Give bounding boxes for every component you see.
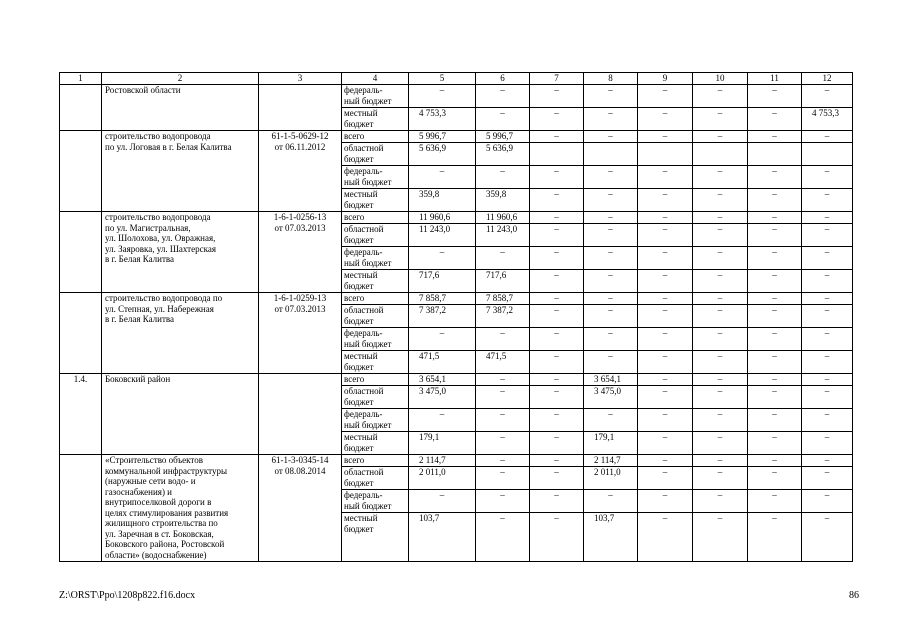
amount-cell: – bbox=[802, 467, 853, 490]
amount-cell bbox=[584, 143, 638, 166]
item-number bbox=[60, 131, 102, 212]
amount-cell: – bbox=[638, 490, 693, 513]
amount-cell: – bbox=[693, 293, 748, 305]
item-number: 1.4. bbox=[60, 374, 102, 455]
funding-source: федераль- ный бюджет bbox=[342, 328, 409, 351]
amount-cell: 3 475,0 bbox=[584, 386, 638, 409]
expertise-code bbox=[259, 85, 342, 131]
amount-cell: – bbox=[802, 166, 853, 189]
amount-cell: – bbox=[530, 386, 584, 409]
amount-cell: – bbox=[409, 247, 476, 270]
amount-cell: 11 960,6 bbox=[476, 212, 530, 224]
amount-cell: – bbox=[748, 293, 802, 305]
amount-cell: – bbox=[748, 270, 802, 293]
amount-cell: – bbox=[802, 432, 853, 455]
amount-cell: 3 475,0 bbox=[409, 386, 476, 409]
amount-cell: – bbox=[530, 166, 584, 189]
amount-cell: 5 636,9 bbox=[409, 143, 476, 166]
funding-source: всего bbox=[342, 131, 409, 143]
item-number bbox=[60, 455, 102, 562]
amount-cell bbox=[530, 143, 584, 166]
amount-cell: – bbox=[530, 328, 584, 351]
amount-cell: – bbox=[476, 386, 530, 409]
column-number: 5 bbox=[409, 73, 476, 85]
amount-cell: – bbox=[638, 224, 693, 247]
column-number: 4 bbox=[342, 73, 409, 85]
expertise-code: 61-1-5-0629-12 от 06.11.2012 bbox=[259, 131, 342, 212]
amount-cell: – bbox=[638, 455, 693, 467]
amount-cell bbox=[693, 143, 748, 166]
amount-cell: – bbox=[638, 328, 693, 351]
amount-cell: 7 387,2 bbox=[409, 305, 476, 328]
table-row bbox=[60, 212, 853, 224]
amount-cell: 3 654,1 bbox=[584, 374, 638, 386]
amount-cell: – bbox=[530, 212, 584, 224]
column-number: 12 bbox=[802, 73, 853, 85]
amount-cell: – bbox=[748, 455, 802, 467]
amount-cell: – bbox=[476, 467, 530, 490]
funding-source: всего bbox=[342, 293, 409, 305]
funding-source: местный бюджет bbox=[342, 351, 409, 374]
amount-cell: – bbox=[693, 224, 748, 247]
object-name: Боковский район bbox=[102, 374, 259, 455]
amount-cell: – bbox=[802, 85, 853, 108]
expertise-code bbox=[259, 374, 342, 455]
amount-cell: – bbox=[748, 247, 802, 270]
amount-cell: 7 858,7 bbox=[409, 293, 476, 305]
amount-cell: – bbox=[638, 189, 693, 212]
funding-source: местный бюджет bbox=[342, 189, 409, 212]
funding-source: местный бюджет bbox=[342, 270, 409, 293]
amount-cell: – bbox=[638, 513, 693, 562]
amount-cell: – bbox=[693, 351, 748, 374]
amount-cell: – bbox=[530, 490, 584, 513]
amount-cell: – bbox=[584, 224, 638, 247]
amount-cell: – bbox=[530, 374, 584, 386]
amount-cell: – bbox=[584, 166, 638, 189]
funding-source: областной бюджет bbox=[342, 305, 409, 328]
amount-cell: – bbox=[802, 374, 853, 386]
amount-cell: – bbox=[693, 108, 748, 131]
column-number: 7 bbox=[530, 73, 584, 85]
amount-cell: – bbox=[584, 212, 638, 224]
column-number-row bbox=[60, 73, 853, 85]
amount-cell: – bbox=[638, 212, 693, 224]
amount-cell: – bbox=[748, 386, 802, 409]
amount-cell: – bbox=[802, 189, 853, 212]
amount-cell: – bbox=[802, 293, 853, 305]
amount-cell: 7 858,7 bbox=[476, 293, 530, 305]
amount-cell: – bbox=[476, 85, 530, 108]
expertise-code: 61-1-3-0345-14 от 08.08.2014 bbox=[259, 455, 342, 562]
amount-cell: – bbox=[530, 131, 584, 143]
funding-source: федераль- ный бюджет bbox=[342, 490, 409, 513]
amount-cell: – bbox=[638, 108, 693, 131]
amount-cell: – bbox=[476, 328, 530, 351]
amount-cell: – bbox=[530, 224, 584, 247]
object-name: Ростовской области bbox=[102, 85, 259, 131]
amount-cell: – bbox=[476, 513, 530, 562]
footer-file-path: Z:\ORST\Ppo\1208p822.f16.docx bbox=[59, 590, 196, 601]
funding-source: местный бюджет bbox=[342, 108, 409, 131]
amount-cell: – bbox=[584, 108, 638, 131]
funding-source: областной бюджет bbox=[342, 224, 409, 247]
amount-cell: – bbox=[530, 189, 584, 212]
amount-cell: 11 243,0 bbox=[409, 224, 476, 247]
amount-cell: – bbox=[530, 108, 584, 131]
amount-cell: – bbox=[584, 189, 638, 212]
amount-cell: – bbox=[693, 432, 748, 455]
amount-cell: – bbox=[638, 409, 693, 432]
amount-cell: – bbox=[530, 432, 584, 455]
amount-cell: – bbox=[693, 386, 748, 409]
amount-cell: – bbox=[802, 212, 853, 224]
amount-cell: – bbox=[530, 293, 584, 305]
amount-cell: 471,5 bbox=[476, 351, 530, 374]
funding-source: федераль- ный бюджет bbox=[342, 409, 409, 432]
amount-cell: – bbox=[530, 513, 584, 562]
amount-cell: – bbox=[693, 374, 748, 386]
amount-cell: – bbox=[476, 374, 530, 386]
amount-cell: 7 387,2 bbox=[476, 305, 530, 328]
amount-cell: – bbox=[476, 108, 530, 131]
amount-cell: 2 114,7 bbox=[409, 455, 476, 467]
amount-cell: – bbox=[693, 513, 748, 562]
amount-cell: – bbox=[802, 328, 853, 351]
amount-cell: – bbox=[638, 374, 693, 386]
table-row bbox=[60, 455, 853, 467]
budget-table bbox=[59, 72, 853, 562]
amount-cell: – bbox=[638, 131, 693, 143]
column-number: 10 bbox=[693, 73, 748, 85]
amount-cell: – bbox=[693, 85, 748, 108]
amount-cell: – bbox=[802, 455, 853, 467]
amount-cell: – bbox=[693, 467, 748, 490]
amount-cell: 4 753,3 bbox=[802, 108, 853, 131]
amount-cell: – bbox=[638, 432, 693, 455]
object-name: строительство водопровода по ул. Логовая в г. Белая Калитва bbox=[102, 131, 259, 212]
amount-cell: 11 243,0 bbox=[476, 224, 530, 247]
amount-cell: 5 996,7 bbox=[409, 131, 476, 143]
amount-cell: 2 011,0 bbox=[584, 467, 638, 490]
amount-cell: – bbox=[530, 270, 584, 293]
amount-cell: 717,6 bbox=[476, 270, 530, 293]
amount-cell: – bbox=[693, 305, 748, 328]
expertise-code: 1-6-1-0259-13 от 07.03.2013 bbox=[259, 293, 342, 374]
amount-cell: – bbox=[530, 351, 584, 374]
amount-cell: 5 996,7 bbox=[476, 131, 530, 143]
amount-cell: – bbox=[638, 270, 693, 293]
amount-cell: – bbox=[748, 166, 802, 189]
item-number bbox=[60, 293, 102, 374]
amount-cell: – bbox=[748, 490, 802, 513]
expertise-code: 1-6-1-0256-13 от 07.03.2013 bbox=[259, 212, 342, 293]
amount-cell: 5 636,9 bbox=[476, 143, 530, 166]
amount-cell: – bbox=[802, 247, 853, 270]
amount-cell: – bbox=[584, 85, 638, 108]
funding-source: всего bbox=[342, 374, 409, 386]
amount-cell: – bbox=[530, 85, 584, 108]
table-row bbox=[60, 85, 853, 108]
amount-cell: 3 654,1 bbox=[409, 374, 476, 386]
amount-cell: – bbox=[530, 305, 584, 328]
funding-source: федераль- ный бюджет bbox=[342, 85, 409, 108]
funding-source: областной бюджет bbox=[342, 467, 409, 490]
amount-cell: – bbox=[748, 351, 802, 374]
funding-source: всего bbox=[342, 455, 409, 467]
table-row bbox=[60, 374, 853, 386]
amount-cell: – bbox=[409, 409, 476, 432]
amount-cell: – bbox=[638, 293, 693, 305]
amount-cell: – bbox=[693, 189, 748, 212]
amount-cell: 11 960,6 bbox=[409, 212, 476, 224]
amount-cell: – bbox=[693, 328, 748, 351]
funding-source: областной бюджет bbox=[342, 143, 409, 166]
item-number bbox=[60, 85, 102, 131]
amount-cell: – bbox=[748, 432, 802, 455]
amount-cell bbox=[638, 143, 693, 166]
column-number: 1 bbox=[60, 73, 102, 85]
funding-source: федераль- ный бюджет bbox=[342, 247, 409, 270]
amount-cell: – bbox=[748, 212, 802, 224]
column-number: 6 bbox=[476, 73, 530, 85]
amount-cell: – bbox=[409, 166, 476, 189]
amount-cell: – bbox=[693, 270, 748, 293]
object-name: «Строительство объектов коммунальной инфраструктуры (наружные сети водо- и газоснабжения) и внутрипоселковой дороги в целях стимулирования развития жилищного строительства по ул. Заречная в ст. Боковская, Боковского района, Ростовской области» (водоснабжение) bbox=[102, 455, 259, 562]
amount-cell: – bbox=[409, 490, 476, 513]
amount-cell: – bbox=[748, 374, 802, 386]
amount-cell: – bbox=[748, 131, 802, 143]
item-number bbox=[60, 212, 102, 293]
funding-source: местный бюджет bbox=[342, 432, 409, 455]
amount-cell: – bbox=[748, 409, 802, 432]
amount-cell: – bbox=[584, 490, 638, 513]
amount-cell: – bbox=[530, 409, 584, 432]
amount-cell: – bbox=[802, 131, 853, 143]
amount-cell: – bbox=[693, 490, 748, 513]
amount-cell: 179,1 bbox=[584, 432, 638, 455]
amount-cell: – bbox=[802, 305, 853, 328]
footer-page-number: 86 bbox=[849, 590, 859, 601]
amount-cell: – bbox=[476, 247, 530, 270]
amount-cell: – bbox=[638, 305, 693, 328]
amount-cell: 2 011,0 bbox=[409, 467, 476, 490]
funding-source: федераль- ный бюджет bbox=[342, 166, 409, 189]
amount-cell: – bbox=[584, 328, 638, 351]
amount-cell: – bbox=[530, 247, 584, 270]
amount-cell: – bbox=[693, 166, 748, 189]
amount-cell: – bbox=[584, 131, 638, 143]
amount-cell: – bbox=[748, 513, 802, 562]
amount-cell: – bbox=[476, 409, 530, 432]
amount-cell: – bbox=[748, 305, 802, 328]
amount-cell: 359,8 bbox=[476, 189, 530, 212]
column-number: 2 bbox=[102, 73, 259, 85]
amount-cell: 179,1 bbox=[409, 432, 476, 455]
amount-cell: – bbox=[409, 85, 476, 108]
amount-cell bbox=[748, 143, 802, 166]
amount-cell: 103,7 bbox=[584, 513, 638, 562]
amount-cell: – bbox=[748, 108, 802, 131]
amount-cell: – bbox=[584, 351, 638, 374]
amount-cell: – bbox=[584, 293, 638, 305]
amount-cell: – bbox=[584, 270, 638, 293]
amount-cell: 103,7 bbox=[409, 513, 476, 562]
amount-cell: – bbox=[476, 432, 530, 455]
amount-cell: – bbox=[802, 409, 853, 432]
amount-cell: – bbox=[693, 131, 748, 143]
amount-cell: – bbox=[693, 409, 748, 432]
column-number: 3 bbox=[259, 73, 342, 85]
funding-source: местный бюджет bbox=[342, 513, 409, 562]
column-number: 11 bbox=[748, 73, 802, 85]
amount-cell: 359,8 bbox=[409, 189, 476, 212]
amount-cell: – bbox=[638, 166, 693, 189]
column-number: 9 bbox=[638, 73, 693, 85]
amount-cell: – bbox=[584, 305, 638, 328]
amount-cell: – bbox=[476, 166, 530, 189]
table-row bbox=[60, 131, 853, 143]
funding-source: всего bbox=[342, 212, 409, 224]
amount-cell: – bbox=[748, 467, 802, 490]
amount-cell: 717,6 bbox=[409, 270, 476, 293]
amount-cell: – bbox=[530, 467, 584, 490]
object-name: строительство водопровода по ул. Степная, ул. Набережная в г. Белая Калитва bbox=[102, 293, 259, 374]
amount-cell: – bbox=[409, 328, 476, 351]
amount-cell: – bbox=[638, 85, 693, 108]
amount-cell: – bbox=[802, 270, 853, 293]
table-row bbox=[60, 293, 853, 305]
amount-cell: – bbox=[802, 513, 853, 562]
amount-cell: – bbox=[584, 409, 638, 432]
amount-cell: – bbox=[693, 212, 748, 224]
amount-cell: – bbox=[748, 189, 802, 212]
amount-cell: – bbox=[693, 455, 748, 467]
amount-cell: – bbox=[693, 247, 748, 270]
amount-cell: 471,5 bbox=[409, 351, 476, 374]
funding-source: областной бюджет bbox=[342, 386, 409, 409]
amount-cell: – bbox=[638, 467, 693, 490]
amount-cell: – bbox=[748, 328, 802, 351]
amount-cell: – bbox=[638, 386, 693, 409]
amount-cell: – bbox=[748, 85, 802, 108]
amount-cell bbox=[802, 143, 853, 166]
amount-cell: – bbox=[802, 490, 853, 513]
amount-cell: – bbox=[748, 224, 802, 247]
amount-cell: 2 114,7 bbox=[584, 455, 638, 467]
amount-cell: – bbox=[802, 224, 853, 247]
amount-cell: – bbox=[476, 455, 530, 467]
object-name: строительство водопровода по ул. Магистральная, ул. Шолохова, ул. Овражная, ул. Заяровка, ул. Шахтерская в г. Белая Калитва bbox=[102, 212, 259, 293]
amount-cell: – bbox=[476, 490, 530, 513]
column-number: 8 bbox=[584, 73, 638, 85]
amount-cell: – bbox=[638, 351, 693, 374]
amount-cell: – bbox=[802, 386, 853, 409]
amount-cell: – bbox=[530, 455, 584, 467]
amount-cell: – bbox=[584, 247, 638, 270]
amount-cell: – bbox=[802, 351, 853, 374]
amount-cell: 4 753,3 bbox=[409, 108, 476, 131]
amount-cell: – bbox=[638, 247, 693, 270]
